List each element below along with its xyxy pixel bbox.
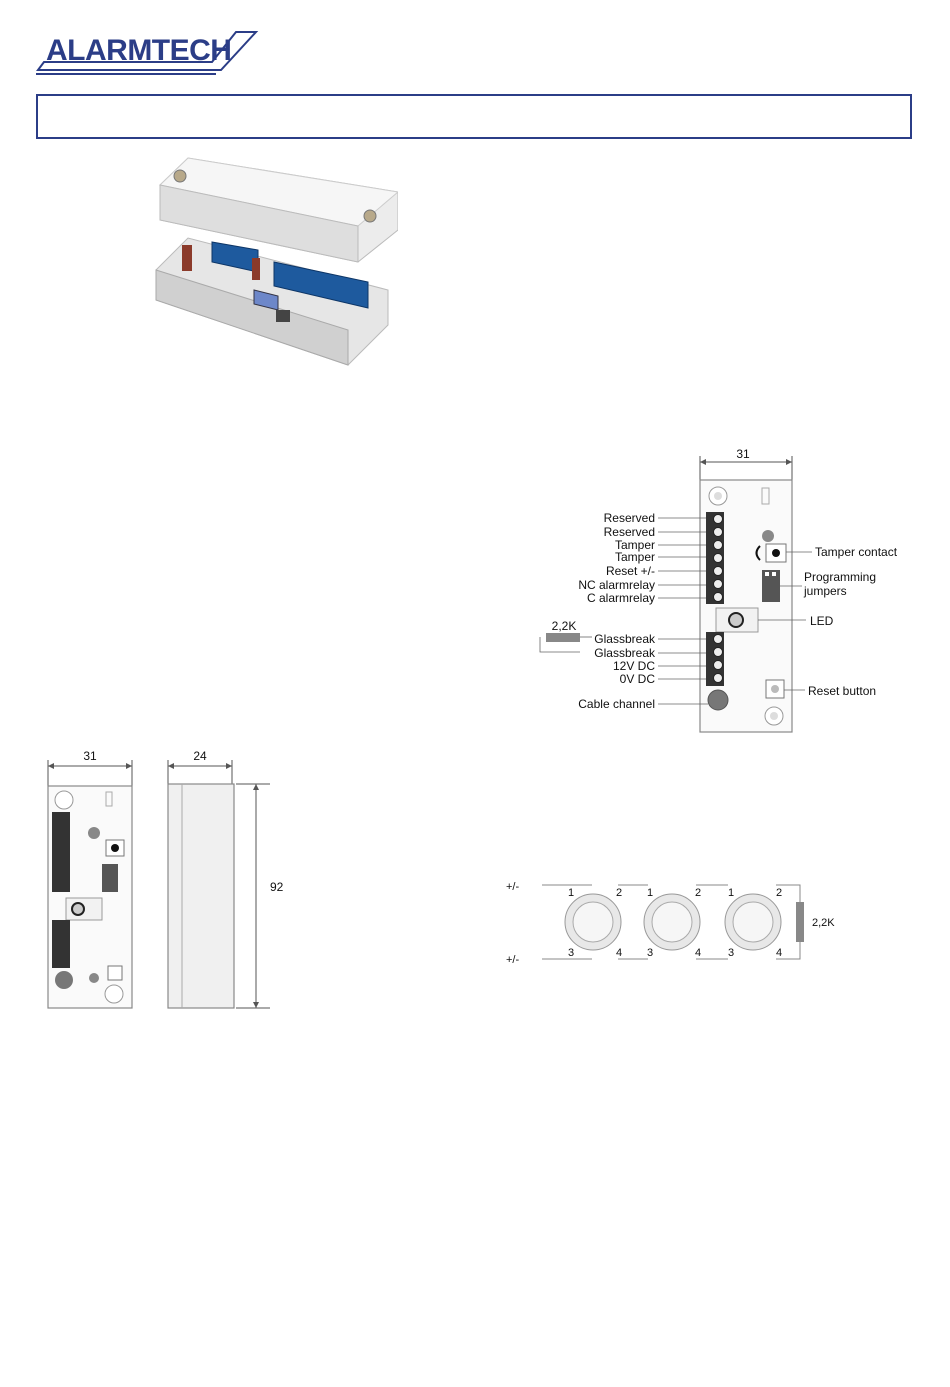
label-reserved-1: Reserved — [603, 511, 655, 525]
label-tamper-1: Tamper — [614, 538, 655, 552]
front-view-drawing — [40, 742, 140, 1017]
terminal-screw — [714, 593, 723, 602]
terminal-screw — [714, 515, 723, 524]
product-photo — [148, 150, 398, 368]
terminal-screw — [714, 648, 723, 657]
alarmtech-logo — [36, 24, 266, 80]
label-programming: Programming — [804, 570, 877, 584]
series-resistor-label: 2,2K — [812, 917, 835, 929]
terminal-screw — [714, 661, 723, 670]
label-reset: Reset +/- — [605, 564, 655, 578]
wiring-resistor-label: 2,2K — [551, 619, 577, 633]
terminal-screw — [714, 541, 723, 550]
label-jumpers: jumpers — [804, 584, 847, 598]
sensor-1-t3: 3 — [568, 947, 575, 959]
front-width-dim: 31 — [83, 749, 97, 763]
sensor-3-t1: 1 — [728, 887, 735, 899]
side-view-drawing — [160, 742, 300, 1017]
terminal-screw — [714, 580, 723, 589]
sensor-1-t4: 4 — [616, 947, 623, 959]
terminal-screw — [714, 554, 723, 563]
label-0v: 0V DC — [619, 672, 655, 686]
label-tamper-contact: Tamper contact — [815, 545, 898, 559]
sensor-3-t4: 4 — [776, 947, 783, 959]
label-nc-alarmrelay: NC alarmrelay — [578, 578, 655, 592]
series-bottom-label: +/- — [506, 954, 520, 966]
terminal-screw — [714, 674, 723, 683]
label-led: LED — [810, 614, 834, 628]
sensor-2-t2: 2 — [695, 887, 702, 899]
label-reset-button: Reset button — [808, 684, 877, 698]
label-reserved-2: Reserved — [603, 525, 655, 539]
label-12v: 12V DC — [612, 659, 655, 673]
label-cable-channel: Cable channel — [578, 697, 655, 711]
terminal-screw — [714, 528, 723, 537]
label-glassbreak-2: Glassbreak — [594, 646, 655, 660]
sensor-1-t2: 2 — [616, 887, 623, 899]
label-tamper-2: Tamper — [614, 550, 655, 564]
side-depth-dim: 24 — [193, 749, 207, 763]
title-box — [36, 94, 912, 139]
glassbreak-sensor-2 — [644, 887, 701, 959]
terminal-screw — [714, 567, 723, 576]
series-top-label: +/- — [506, 881, 520, 893]
sensor-2-t1: 1 — [647, 887, 654, 899]
sensor-2-t4: 4 — [695, 947, 702, 959]
glassbreak-sensor-1 — [565, 887, 622, 959]
terminal-screw — [714, 635, 723, 644]
series-connection-diagram — [500, 870, 850, 970]
wiring-diagram — [520, 440, 920, 740]
logo-text: ALARMTECH — [46, 34, 232, 67]
sensor-3-t3: 3 — [728, 947, 735, 959]
sensor-3-t2: 2 — [776, 887, 783, 899]
label-c-alarmrelay: C alarmrelay — [586, 591, 655, 605]
label-glassbreak-1: Glassbreak — [594, 632, 655, 646]
sensor-2-t3: 3 — [647, 947, 654, 959]
side-height-dim: 92 — [270, 880, 284, 894]
wiring-width-dim: 31 — [736, 447, 750, 461]
glassbreak-sensor-3 — [725, 887, 782, 959]
sensor-1-t1: 1 — [568, 887, 575, 899]
